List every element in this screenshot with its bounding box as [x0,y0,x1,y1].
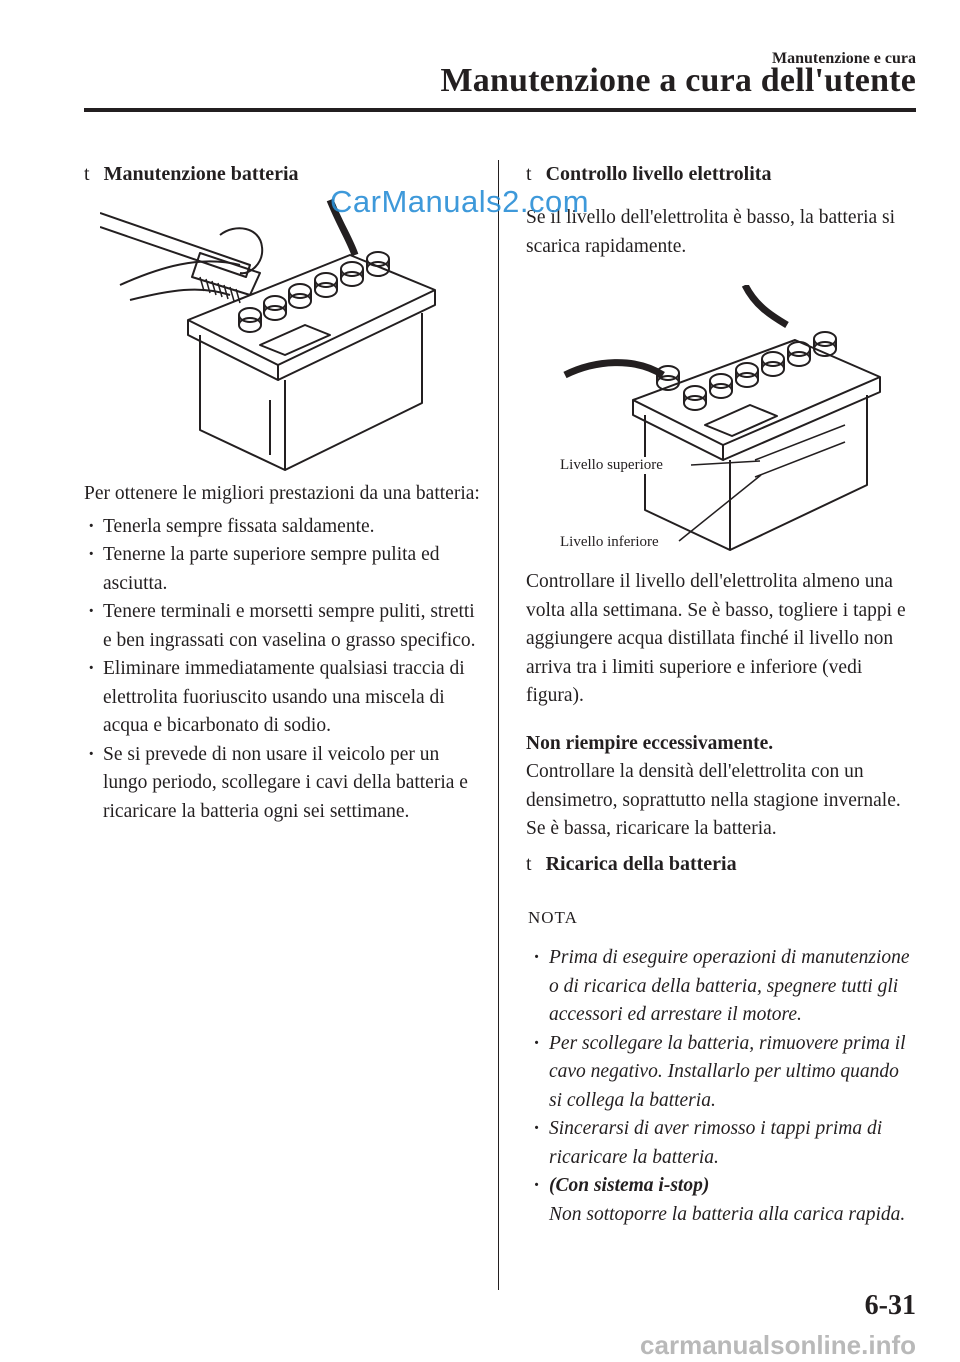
footer-site: carmanualsonline.info [640,1330,916,1360]
density-text: Controllare la densità dell'elettrolita con un densimetro, soprattutto nella stagione invernale. Se è bassa, ricaricare la batteria. [526,761,901,839]
list-item: · Se si prevede di non usare il veicolo per un lungo periodo, scollegare i cavi della batteria e ricaricare la batteria ogni sei settimane. [84,741,484,827]
header-section: Manutenzione e cura [772,50,916,67]
section-title-text: Ricarica della batteria [545,853,737,875]
list-item: · Sincerarsi di aver rimosso i tappi prima di ricaricare la batteria. [530,1115,915,1172]
watermark: CarManuals2.com [330,184,590,219]
section-marker: t [526,163,532,185]
list-item: · Tenerne la parte superiore sempre pulita ed asciutta. [84,541,484,598]
section-title-battery-maintenance [84,163,299,186]
electrolyte-check-text: Controllare il livello dell'elettrolita almeno una volta alla settimana. Se è basso, togliere i tappi e aggiungere acqua distillata finché il livello non arriva tra i limiti superiore e inferiore (vedi figura). [526,571,906,706]
header-title: Manutenzione a cura dell'utente [440,62,916,99]
list-item [530,1172,915,1229]
list-item: · Eliminare immediatamente qualsiasi traccia di elettrolita fuoriuscito usando una miscela di acqua e bicarbonato di sodio. [84,655,484,741]
section-marker: t [526,853,532,875]
left-intro: Per ottenere le migliori prestazioni da una batteria: [84,483,480,504]
battery-cleaning-illustration [100,195,470,475]
nota-istop-text: Non sottoporre la batteria alla carica rapida. [549,1203,906,1225]
list-item: · Prima di eseguire operazioni di manutenzione o di ricarica della batteria, spegnere tutti gli accessori ed arrestare il motore. [530,944,915,1030]
label-upper-level: Livello superiore [560,457,663,473]
section-title-text: Manutenzione batteria [103,163,299,185]
nota-label: NOTA [528,908,578,927]
nota-body [530,944,915,1229]
header-rule [84,108,916,112]
section-title-text: Controllo livello elettrolita [545,163,772,185]
list-item: · Tenere terminali e morsetti sempre puliti, stretti e ben ingrassati con vaselina o grasso specifico. [84,598,484,655]
list-item: · Per scollegare la batteria, rimuovere prima il cavo negativo. Installarlo per ultimo quando si collega la batteria. [530,1030,915,1116]
electrolyte-level-illustration [555,285,900,555]
left-body [84,480,484,826]
section-title-electrolyte [526,163,771,186]
column-divider [498,160,499,1290]
section-marker: t [84,163,90,185]
label-lower-level: Livello inferiore [560,534,659,550]
page-number: 6-31 [864,1290,916,1321]
list-item: · Tenerla sempre fissata saldamente. [84,513,484,542]
nota-istop-label: (Con sistema i-stop) [549,1175,710,1196]
left-bullet-list [84,513,484,827]
nota-list [530,944,915,1229]
section-title-charging [526,853,737,876]
overfill-warning: Non riempire eccessivamente. [526,733,774,754]
electrolyte-intro: Se il livello dell'elettrolita è basso, la batteria si scarica rapidamente. [526,207,896,257]
